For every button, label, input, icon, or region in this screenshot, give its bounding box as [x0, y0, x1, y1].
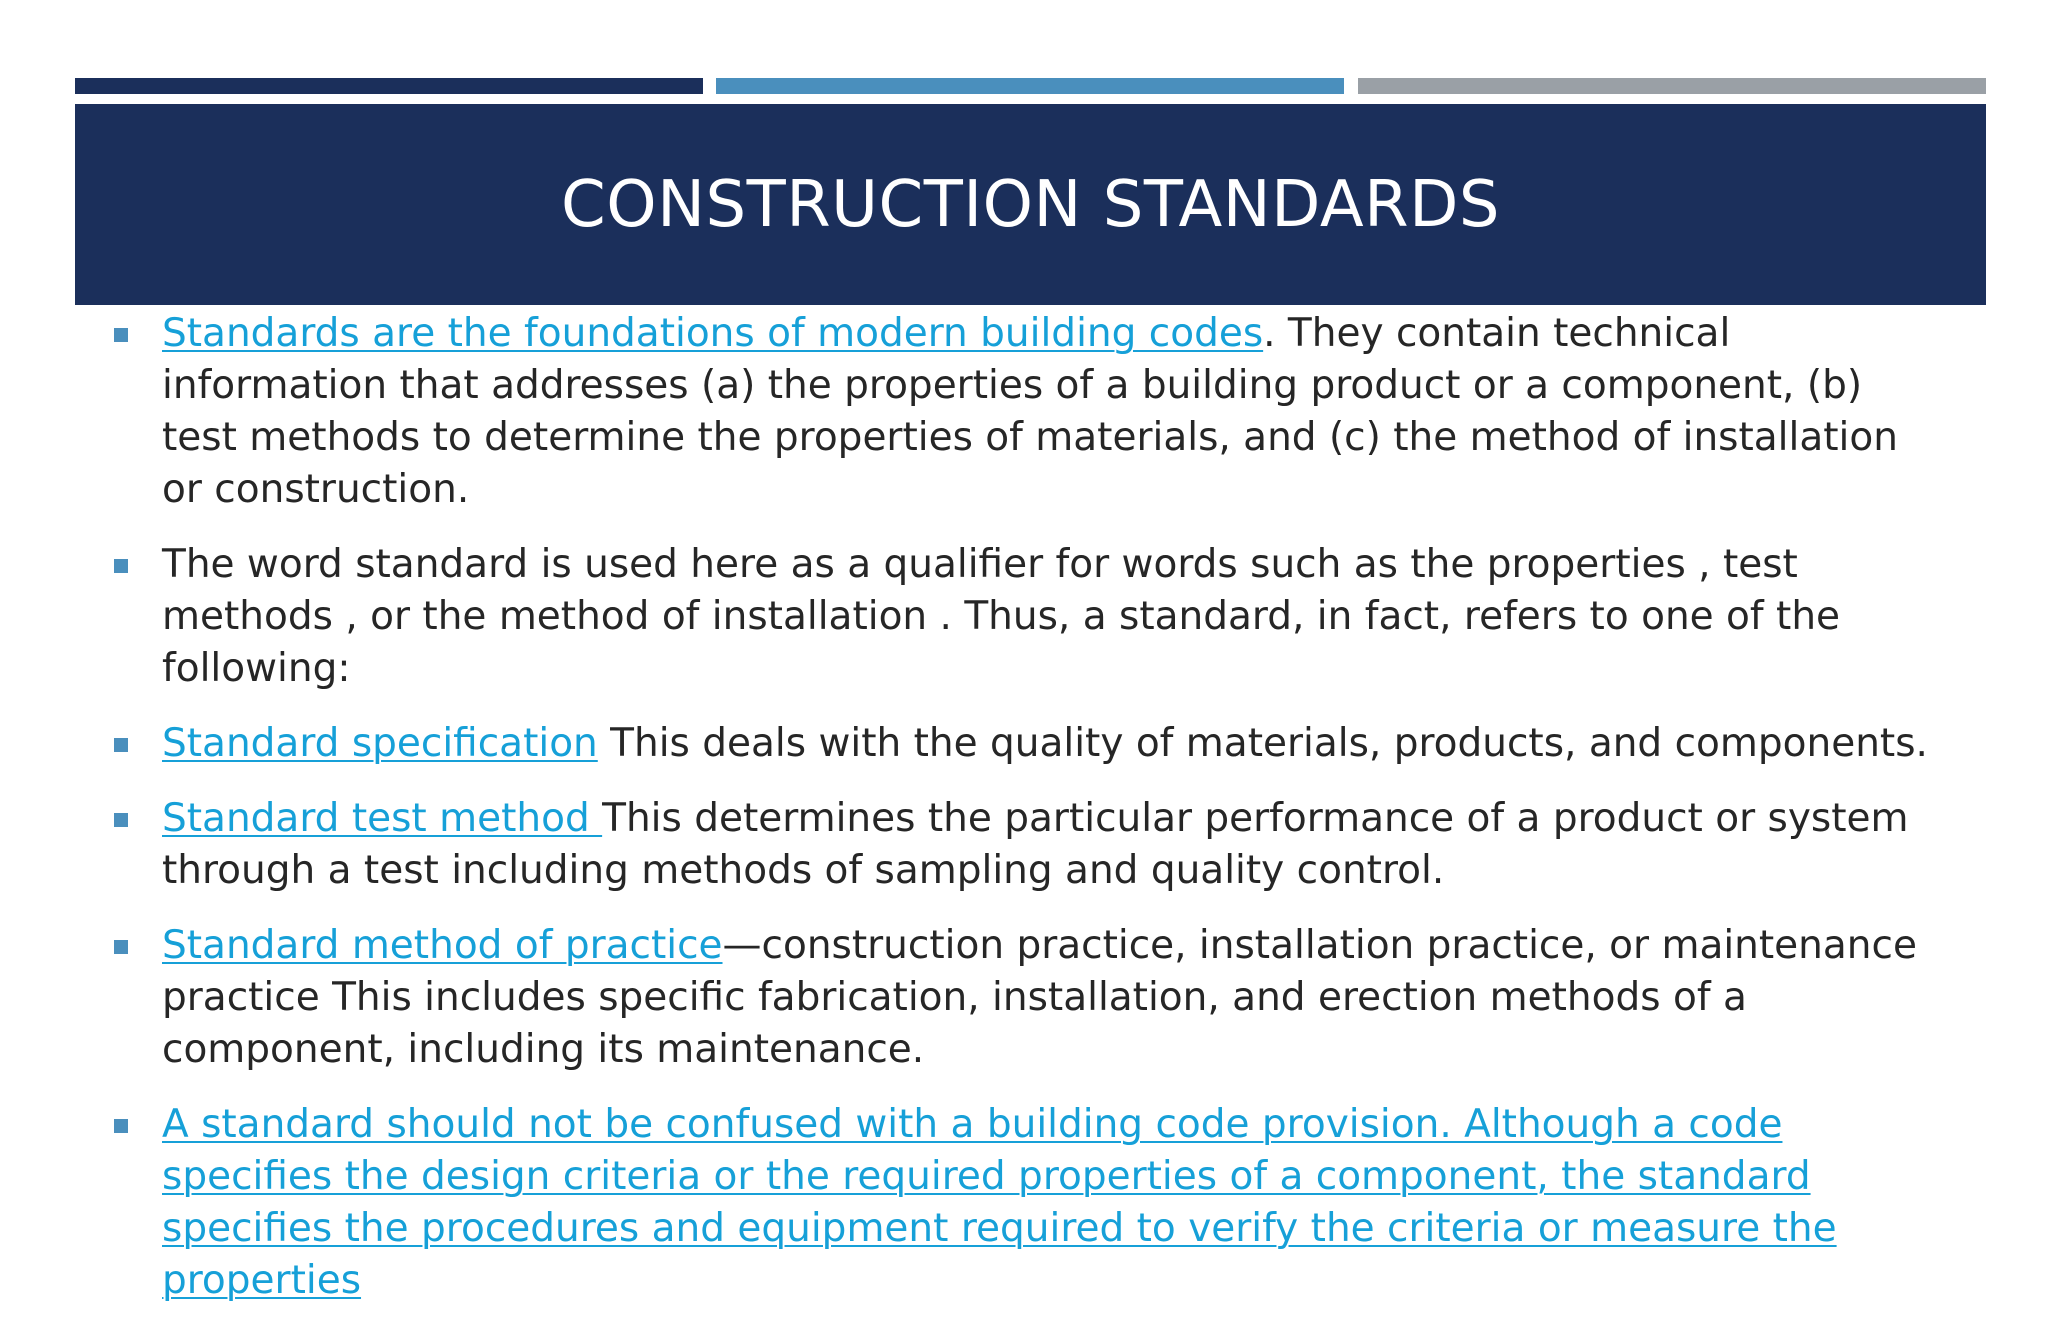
slide-title: CONSTRUCTION STANDARDS [561, 167, 1500, 242]
bullet-item-standard-method-of-practice [112, 920, 1942, 1076]
square-bullet-icon [114, 940, 128, 954]
link-standard-vs-code[interactable]: A standard should not be confused with a building code provision. Although a code specifies the design criteria or the required properties of a component, the standard specifies the procedures and equipment required to verify the criteria or measure the properties [162, 1102, 1837, 1303]
accent-bar-gray [1358, 78, 1986, 94]
bullet-item-word-standard [112, 539, 1942, 695]
bullet-text: . They contain technical information that addresses (a) the properties of a building product or a component, (b) test methods to determine the properties of materials, and (c) the method of installation or construction. [162, 311, 1898, 512]
bullet-text: This deals with the quality of materials, products, and components. [597, 721, 1928, 766]
square-bullet-icon [114, 559, 128, 573]
bullet-item-standard-test-method [112, 793, 1942, 897]
square-bullet-icon [114, 1119, 128, 1133]
bullet-item-standard-vs-code [112, 1099, 1942, 1307]
square-bullet-icon [114, 813, 128, 827]
link-standard-method-of-practice[interactable]: Standard method of practice [162, 923, 723, 968]
bullet-text: The word standard is used here as a qualifier for words such as the properties , test methods , or the method of installation . Thus, a standard, in fact, refers to one of the following: [162, 542, 1841, 691]
bullet-list [112, 308, 1942, 1330]
link-standard-specification[interactable]: Standard specification [162, 721, 598, 766]
title-band [75, 104, 1986, 305]
bullet-item-standards-foundations [112, 308, 1942, 516]
bullet-text: This determines the particular performance of a product or system through a test including methods of sampling and quality control. [162, 796, 1909, 893]
link-standards-foundations[interactable]: Standards are the foundations of modern building codes [162, 311, 1264, 356]
link-standard-test-method[interactable]: Standard test method [162, 796, 603, 841]
accent-bar-dark [75, 78, 703, 94]
bullet-text: —construction practice, installation practice, or maintenance practice This includes specific fabrication, installation, and erection methods of a component, including its maintenance. [162, 923, 1917, 1072]
accent-bar-blue [716, 78, 1344, 94]
bullet-item-standard-specification [112, 718, 1942, 770]
square-bullet-icon [114, 738, 128, 752]
square-bullet-icon [114, 328, 128, 342]
